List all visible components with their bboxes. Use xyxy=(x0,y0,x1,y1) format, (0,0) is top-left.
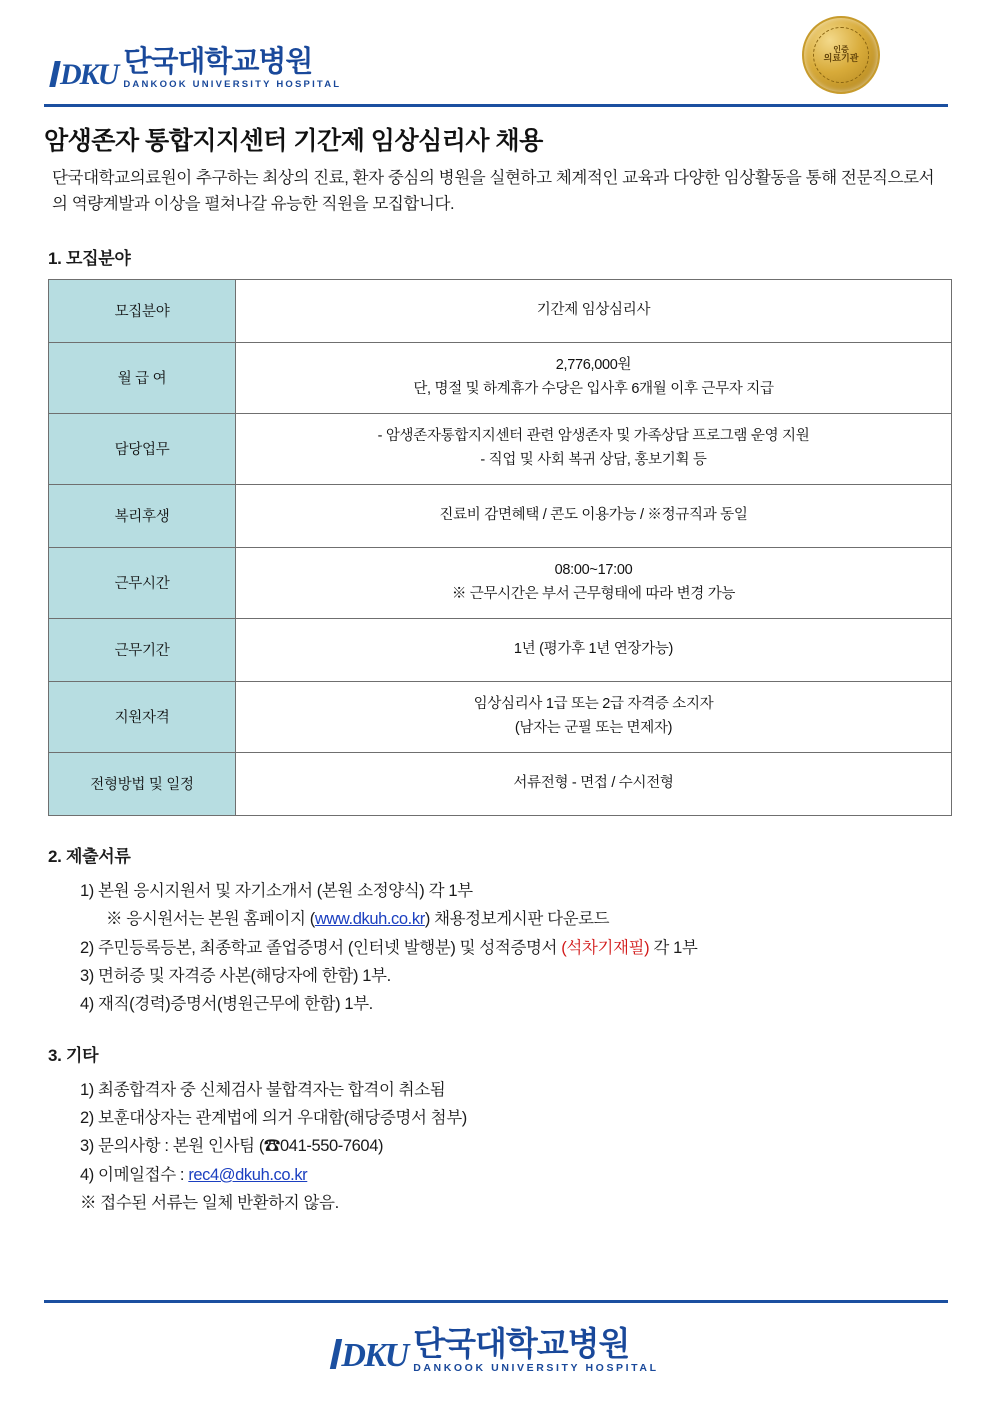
documents-list xyxy=(80,877,948,1019)
row-value: 진료비 감면혜택 / 콘도 이용가능 / ※정규직과 동일 xyxy=(236,484,952,547)
row-value: 2,776,000원 단, 명절 및 하계휴가 수당은 입사후 6개월 이후 근무자 지급 xyxy=(236,342,952,413)
row-label: 담당업무 xyxy=(49,413,236,484)
item2-highlight: (석차기재필) xyxy=(561,938,650,957)
row-label: 근무기간 xyxy=(49,618,236,681)
section-heading-recruitment: 1. 모집분야 xyxy=(48,248,131,268)
item2-suffix: 각 1부 xyxy=(649,938,698,957)
row-value: 임상심리사 1급 또는 2급 자격증 소지자 (남자는 군필 또는 면제자) xyxy=(236,681,952,752)
table-row xyxy=(49,681,952,752)
row-value: 08:00~17:00 ※ 근무시간은 부서 근무형태에 따라 변경 가능 xyxy=(236,547,952,618)
list-item xyxy=(80,1161,948,1189)
section-heading-etc: 3. 기타 xyxy=(48,1045,99,1065)
certification-badge-icon xyxy=(802,16,880,94)
table-row xyxy=(49,618,952,681)
list-item: 1) 최종합격자 중 신체검사 불합격자는 합격이 취소됨 xyxy=(80,1080,446,1099)
logo-korean-name: 단국대학교병원 xyxy=(123,46,313,78)
row-value: 서류전형 - 면접 / 수시전형 xyxy=(236,752,952,815)
email-link[interactable]: rec4@dkuh.co.kr xyxy=(188,1165,308,1184)
list-item xyxy=(80,934,948,962)
footer-divider xyxy=(44,1300,948,1303)
table-row xyxy=(49,413,952,484)
recruitment-table xyxy=(48,279,952,816)
homepage-link[interactable]: www.dkuh.co.kr xyxy=(314,910,425,929)
badge-line-2: 의료기관 xyxy=(823,53,859,64)
dku-logo-icon: DKU xyxy=(333,1339,413,1373)
row-label: 근무시간 xyxy=(49,547,236,618)
intro-paragraph: 단국대학교의료원이 추구하는 최상의 진료, 환자 중심의 병원을 실현하고 체계적인 교육과 다양한 임상활동을 통해 전문직으로서의 역량계발과 이상을 펼쳐나갈 유능한 직원을 모집합니다. xyxy=(52,169,935,214)
row-label: 복리후생 xyxy=(49,484,236,547)
row-label: 전형방법 및 일정 xyxy=(49,752,236,815)
table-row xyxy=(49,279,952,342)
table-row xyxy=(49,484,952,547)
item2-prefix: 2) 주민등록등본, 최종학교 졸업증명서 (인터넷 발행분) 및 성적증명서 xyxy=(80,938,562,957)
footer-logo-korean-name: 단국대학교병원 xyxy=(413,1324,630,1362)
email-prefix: 4) 이메일접수 : xyxy=(80,1165,189,1184)
dku-logo-icon: DKU xyxy=(52,60,123,90)
row-label: 월 급 여 xyxy=(49,342,236,413)
row-label: 지원자격 xyxy=(49,681,236,752)
footer-logo-english-name: DANKOOK UNIVERSITY HOSPITAL xyxy=(413,1361,659,1374)
list-item: 1) 본원 응시지원서 및 자기소개서 (본원 소정양식) 각 1부 xyxy=(80,881,473,900)
table-row xyxy=(49,547,952,618)
header-divider xyxy=(44,104,948,107)
note-prefix: ※ 응시원서는 본원 홈페이지 ( xyxy=(106,910,315,929)
hospital-logo-footer xyxy=(0,1324,992,1374)
hospital-logo-header xyxy=(52,48,341,90)
page-title: 암생존자 통합지지센터 기간제 임상심리사 채용 xyxy=(44,127,543,155)
row-label: 모집분야 xyxy=(49,279,236,342)
list-item: 2) 보훈대상자는 관계법에 의거 우대함(해당증명서 첨부) xyxy=(80,1109,467,1128)
etc-list xyxy=(80,1076,948,1190)
row-value: - 암생존자통합지지센터 관련 암생존자 및 가족상담 프로그램 운영 지원 - 직업 및 사회 복귀 상담, 홍보기획 등 xyxy=(236,413,952,484)
list-item: 3) 문의사항 : 본원 인사팀 (☎041-550-7604) xyxy=(80,1137,384,1156)
row-value: 기간제 임상심리사 xyxy=(236,279,952,342)
table-row xyxy=(49,752,952,815)
logo-english-name: DANKOOK UNIVERSITY HOSPITAL xyxy=(123,79,342,90)
row-value: 1년 (평가후 1년 연장가능) xyxy=(236,618,952,681)
note-suffix: ) 채용정보게시판 다운로드 xyxy=(424,910,610,929)
section-heading-documents: 2. 제출서류 xyxy=(48,846,131,866)
page-header xyxy=(44,0,948,100)
table-row xyxy=(49,342,952,413)
final-note: ※ 접수된 서류는 일체 반환하지 않음. xyxy=(80,1194,339,1213)
list-item: 4) 재직(경력)증명서(병원근무에 한함) 1부. xyxy=(80,995,373,1014)
list-item: 3) 면허증 및 자격증 사본(해당자에 한함) 1부. xyxy=(80,966,391,985)
badge-line-1: 인증 xyxy=(833,44,849,54)
list-item-note xyxy=(106,905,948,933)
